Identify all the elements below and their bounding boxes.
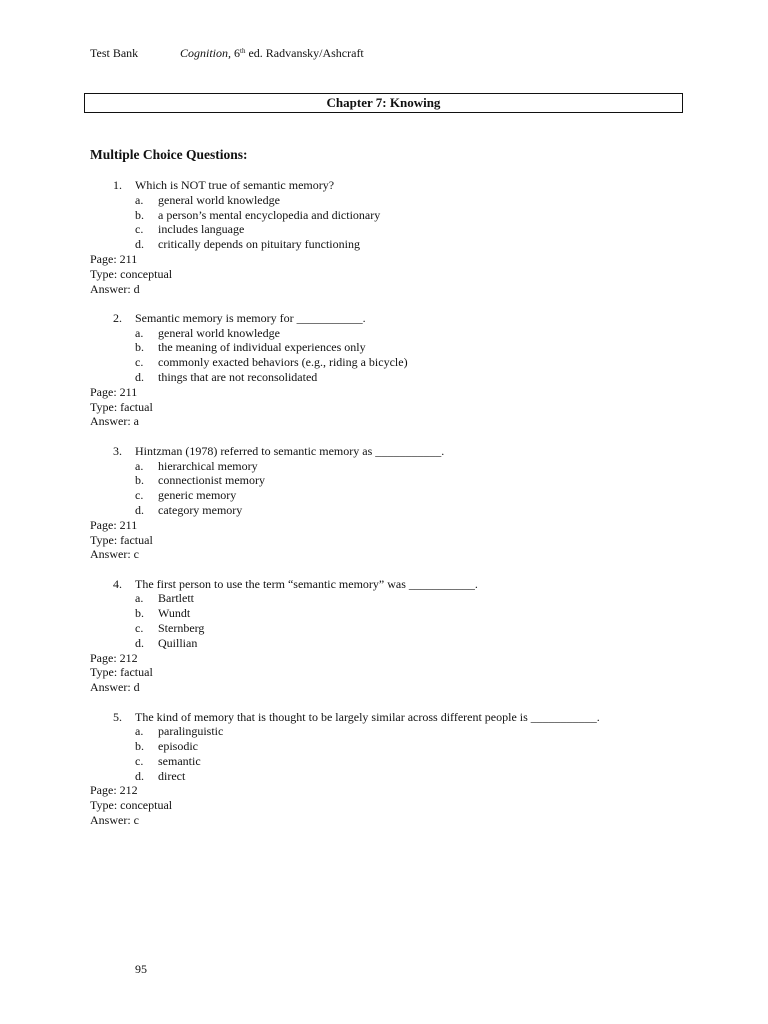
option-text: generic memory: [158, 488, 237, 503]
option-text: semantic: [158, 753, 201, 768]
option-letter: a.: [135, 192, 144, 207]
question-item: [90, 178, 710, 296]
answer-option: [90, 473, 710, 488]
option-text: general world knowledge: [158, 325, 280, 340]
header-edition-rest: ed. Radvansky/Ashcraft: [245, 46, 364, 60]
option-text: Sternberg: [158, 621, 205, 636]
answer-option: [90, 769, 710, 784]
header-edition-sup: th: [240, 47, 246, 55]
option-text: critically depends on pituitary functioning: [158, 237, 360, 252]
question-page: Page: 212: [90, 783, 138, 798]
option-letter: d.: [135, 635, 144, 650]
option-text: connectionist memory: [158, 473, 265, 488]
option-letter: d.: [135, 502, 144, 517]
answer-option: [90, 370, 710, 385]
option-letter: b.: [135, 606, 144, 621]
option-letter: b.: [135, 340, 144, 355]
question-stem: [90, 178, 710, 193]
option-text: things that are not reconsolidated: [158, 370, 318, 385]
option-letter: b.: [135, 473, 144, 488]
answer-option: [90, 724, 710, 739]
question-item: [90, 444, 710, 562]
question-answer: Answer: c: [90, 547, 139, 562]
question-text: Which is NOT true of semantic memory?: [135, 178, 335, 192]
option-text: direct: [158, 768, 186, 783]
page-header: [90, 46, 364, 60]
question-stem: [90, 444, 710, 459]
answer-option: [90, 459, 710, 474]
option-text: paralinguistic: [158, 724, 224, 739]
question-item: [90, 710, 710, 828]
option-text: Quillian: [158, 635, 198, 650]
question-item: [90, 577, 710, 695]
answer-option: [90, 488, 710, 503]
question-stem: [90, 710, 710, 725]
question-item: [90, 311, 710, 429]
chapter-title: Chapter 7: Knowing: [84, 93, 683, 113]
question-page: Page: 211: [90, 384, 138, 399]
question-type: Type: factual: [90, 665, 153, 680]
answer-option: [90, 503, 710, 518]
question-answer: Answer: c: [90, 813, 139, 828]
header-book-info: [180, 46, 364, 60]
option-letter: c.: [135, 488, 144, 503]
answer-option: [90, 754, 710, 769]
answer-option: [90, 237, 710, 252]
option-letter: c.: [135, 222, 144, 237]
header-test-bank: Test Bank: [90, 46, 139, 60]
question-page: Page: 212: [90, 650, 138, 665]
answer-option: [90, 222, 710, 237]
option-letter: b.: [135, 739, 144, 754]
question-stem: [90, 577, 710, 592]
option-text: category memory: [158, 502, 243, 517]
answer-option: [90, 208, 710, 223]
question-text: Hintzman (1978) referred to semantic memory as ___________.: [135, 443, 445, 458]
answer-option: [90, 326, 710, 341]
option-text: the meaning of individual experiences only: [158, 340, 366, 355]
option-letter: a.: [135, 724, 144, 739]
question-page: Page: 211: [90, 517, 138, 532]
option-letter: d.: [135, 768, 144, 783]
question-page: Page: 211: [90, 251, 138, 266]
answer-option: [90, 340, 710, 355]
question-text: The kind of memory that is thought to be largely similar across different people is ___________.: [135, 709, 600, 724]
option-text: Wundt: [158, 606, 191, 621]
question-answer: Answer: a: [90, 414, 139, 429]
question-type: Type: factual: [90, 399, 153, 414]
question-answer: Answer: d: [90, 281, 140, 296]
question-number: 3.: [113, 443, 122, 458]
question-type: Type: conceptual: [90, 798, 173, 813]
question-number: 4.: [113, 576, 122, 591]
question-text: The first person to use the term “semantic memory” was ___________.: [135, 576, 478, 591]
option-letter: c.: [135, 621, 144, 636]
question-answer: Answer: d: [90, 680, 140, 695]
answer-option: [90, 621, 710, 636]
section-heading: Multiple Choice Questions:: [90, 147, 248, 162]
question-number: 1.: [113, 178, 122, 192]
question-type: Type: factual: [90, 532, 153, 547]
option-letter: a.: [135, 458, 144, 473]
option-letter: a.: [135, 591, 144, 606]
option-text: general world knowledge: [158, 192, 280, 207]
question-number: 2.: [113, 310, 122, 325]
option-letter: c.: [135, 355, 144, 370]
option-text: includes language: [158, 222, 245, 237]
option-text: hierarchical memory: [158, 458, 258, 473]
option-letter: d.: [135, 370, 144, 385]
question-list: [90, 178, 710, 842]
answer-option: [90, 739, 710, 754]
option-text: Bartlett: [158, 591, 194, 606]
question-type: Type: conceptual: [90, 266, 173, 281]
answer-option: [90, 193, 710, 208]
question-text: Semantic memory is memory for ___________.: [135, 310, 366, 325]
page-number: 95: [135, 962, 147, 976]
question-stem: [90, 311, 710, 326]
option-letter: c.: [135, 753, 144, 768]
answer-option: [90, 606, 710, 621]
option-text: episodic: [158, 739, 198, 754]
answer-option: [90, 591, 710, 606]
option-letter: d.: [135, 237, 144, 252]
header-edition-num: 6: [231, 46, 241, 60]
answer-option: [90, 636, 710, 651]
option-letter: a.: [135, 325, 144, 340]
option-letter: b.: [135, 207, 144, 222]
header-book-title: Cognition,: [180, 46, 232, 60]
answer-option: [90, 355, 710, 370]
option-text: commonly exacted behaviors (e.g., riding a bicycle): [158, 355, 408, 370]
option-text: a person’s mental encyclopedia and dictionary: [158, 207, 381, 222]
question-number: 5.: [113, 709, 122, 724]
